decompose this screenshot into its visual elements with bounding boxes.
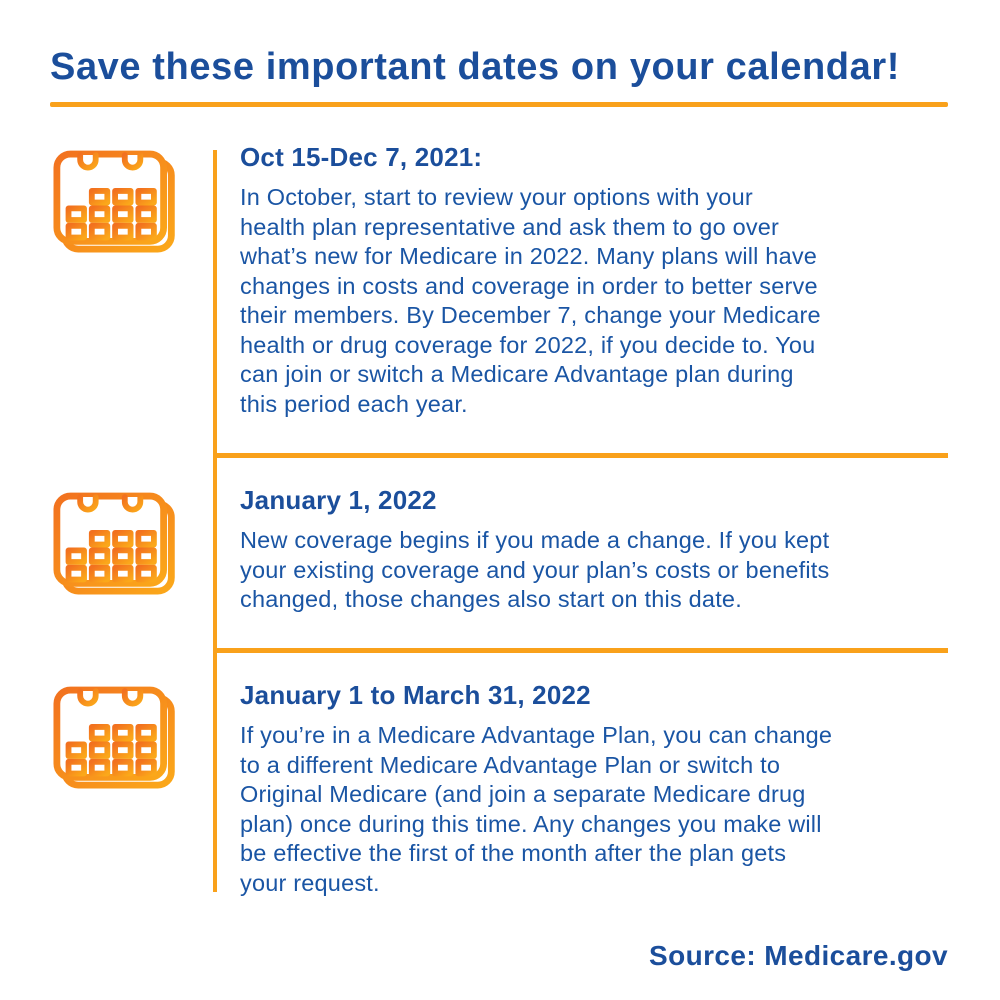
calendar-icon [53, 685, 183, 796]
section-body-text: New coverage begins if you made a change. If you kept your existing coverage and your plan’s costs or benefits changed, those changes also start on this date. [240, 527, 830, 612]
calendar-icon [53, 149, 183, 260]
section-divider-1 [213, 453, 948, 458]
section-date-heading: January 1, 2022 [240, 485, 437, 515]
calendar-icon [53, 491, 183, 602]
section-date-heading: Oct 15-Dec 7, 2021: [240, 142, 483, 172]
title-underline-rule [50, 102, 948, 107]
section-open-enrollment [240, 680, 950, 898]
section-date-heading: January 1 to March 31, 2022 [240, 680, 591, 710]
source-attribution: Source: Medicare.gov [649, 940, 948, 971]
section-body-text: In October, start to review your options with your health plan representative and ask them to go over what’s new for Medicare in 2022. Many plans will have changes in costs and coverage in order to better serve their members. By December 7, change your Medicare health or drug coverage for 2022, if you decide to. You can join or switch a Medicare Advantage plan during this period each year. [240, 184, 821, 417]
section-body-text: If you’re in a Medicare Advantage Plan, you can change to a different Medicare Advantage Plan or switch to Original Medicare (and join a separate Medicare drug plan) once during this time. Any changes you make will be effective the first of the month after the plan gets your request. [240, 722, 833, 896]
section-coverage-begins [240, 485, 950, 615]
section-divider-2 [213, 648, 948, 653]
page-title: Save these important dates on your calendar! [50, 46, 900, 88]
section-enrollment-period [240, 142, 950, 419]
timeline-vertical-rule [213, 150, 217, 892]
